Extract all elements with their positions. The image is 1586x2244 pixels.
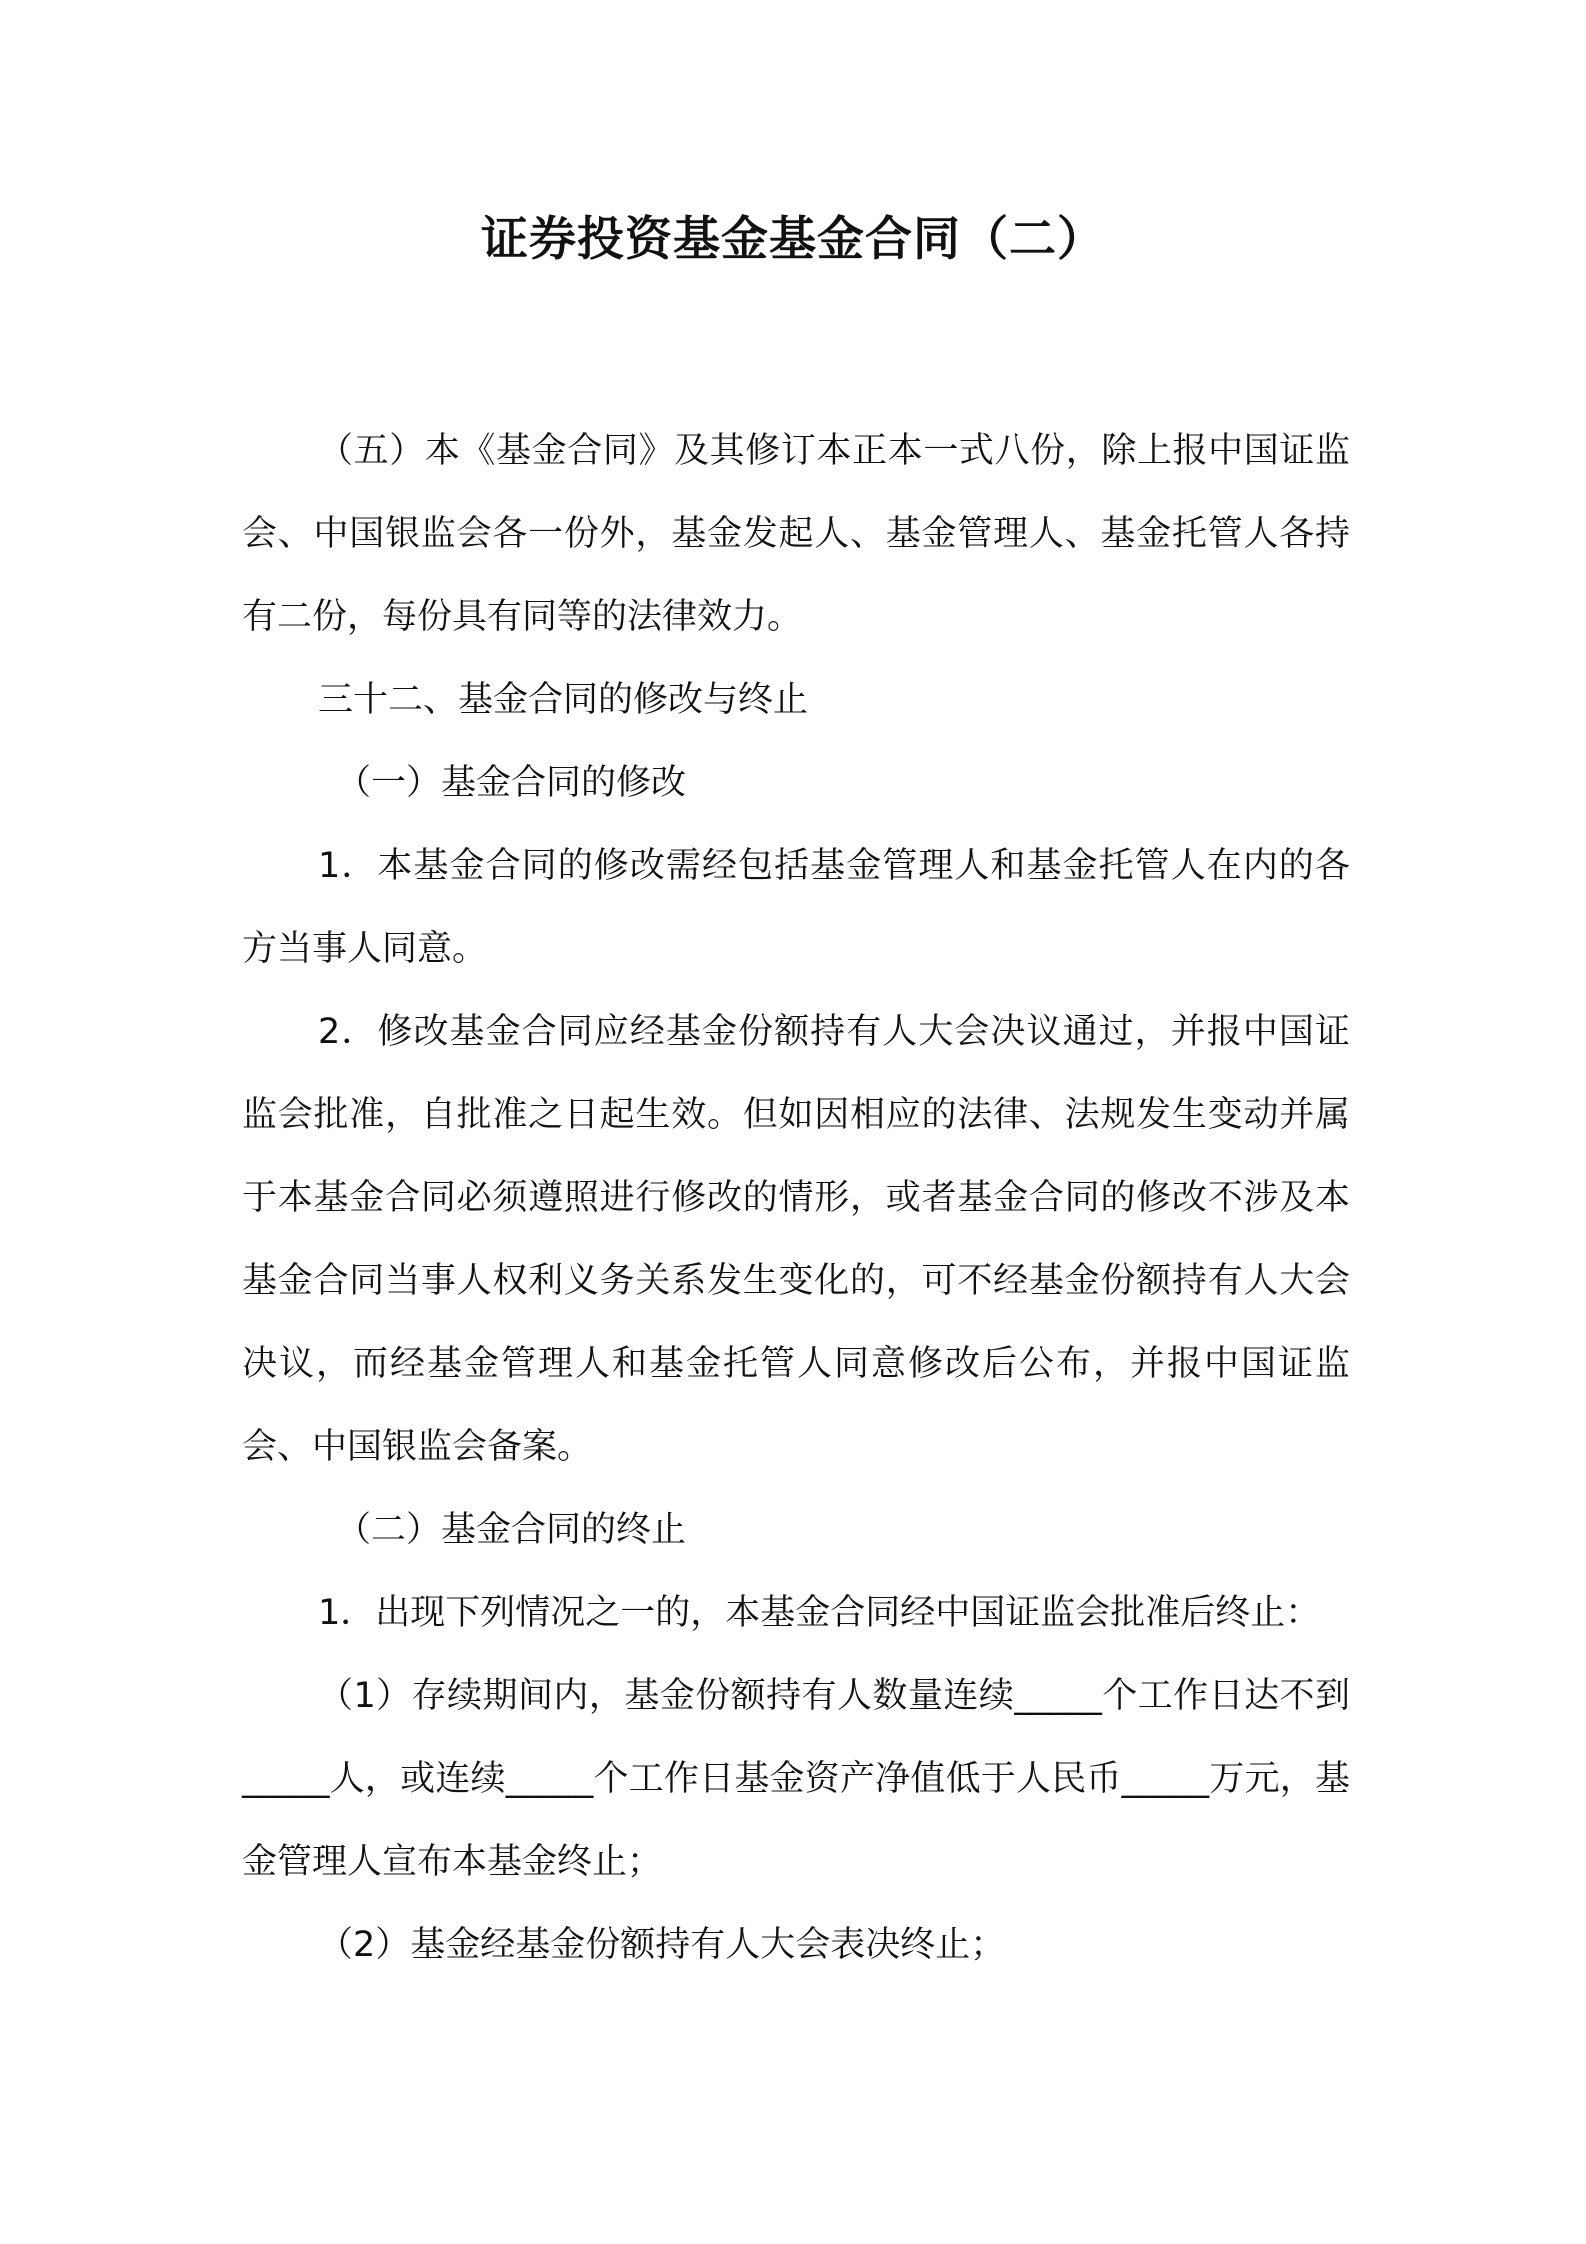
paragraph-modification-2: 2．修改基金合同应经基金份额持有人大会决议通过，并报中国证监会批准，自批准之日起生效。但如因相应的法律、法规发生变动并属于本基金合同必须遵照进行修改的情形，或者基金合同的修改不涉及本基金合同当事人权利义务关系发生变化的，可不经基金份额持有人大会决议，而经基金管理人和基金托管人同意修改后公布，并报中国证监会、中国银监会备案。 xyxy=(242,1012,1350,1467)
paragraph-copies: （五）本《基金合同》及其修订本正本一式八份，除上报中国证监会、中国银监会各一份外，基金发起人、基金管理人、基金托管人各持有二份，每份具有同等的法律效力。 xyxy=(242,431,1350,637)
document-body xyxy=(242,410,1350,1987)
subsection-heading-modification: （一）基金合同的修改 xyxy=(336,763,687,803)
list-item-termination-1: （1）存续期间内，基金份额持有人数量连续_____个工作日达不到_____人，或连续_____个工作日基金资产净值低于人民币_____万元，基金管理人宣布本基金终止； xyxy=(242,1676,1350,1882)
paragraph-termination-1: 1．出现下列情况之一的，本基金合同经中国证监会批准后终止： xyxy=(318,1593,1321,1633)
document-title: 证券投资基金基金合同（二） xyxy=(481,212,1105,267)
section-heading-32: 三十二、基金合同的修改与终止 xyxy=(318,680,809,720)
paragraph-modification-1: 1．本基金合同的修改需经包括基金管理人和基金托管人在内的各方当事人同意。 xyxy=(242,846,1350,969)
subsection-heading-termination: （二）基金合同的终止 xyxy=(336,1510,687,1550)
list-item-termination-2: （2）基金经基金份额持有人大会表决终止； xyxy=(318,1925,1006,1965)
